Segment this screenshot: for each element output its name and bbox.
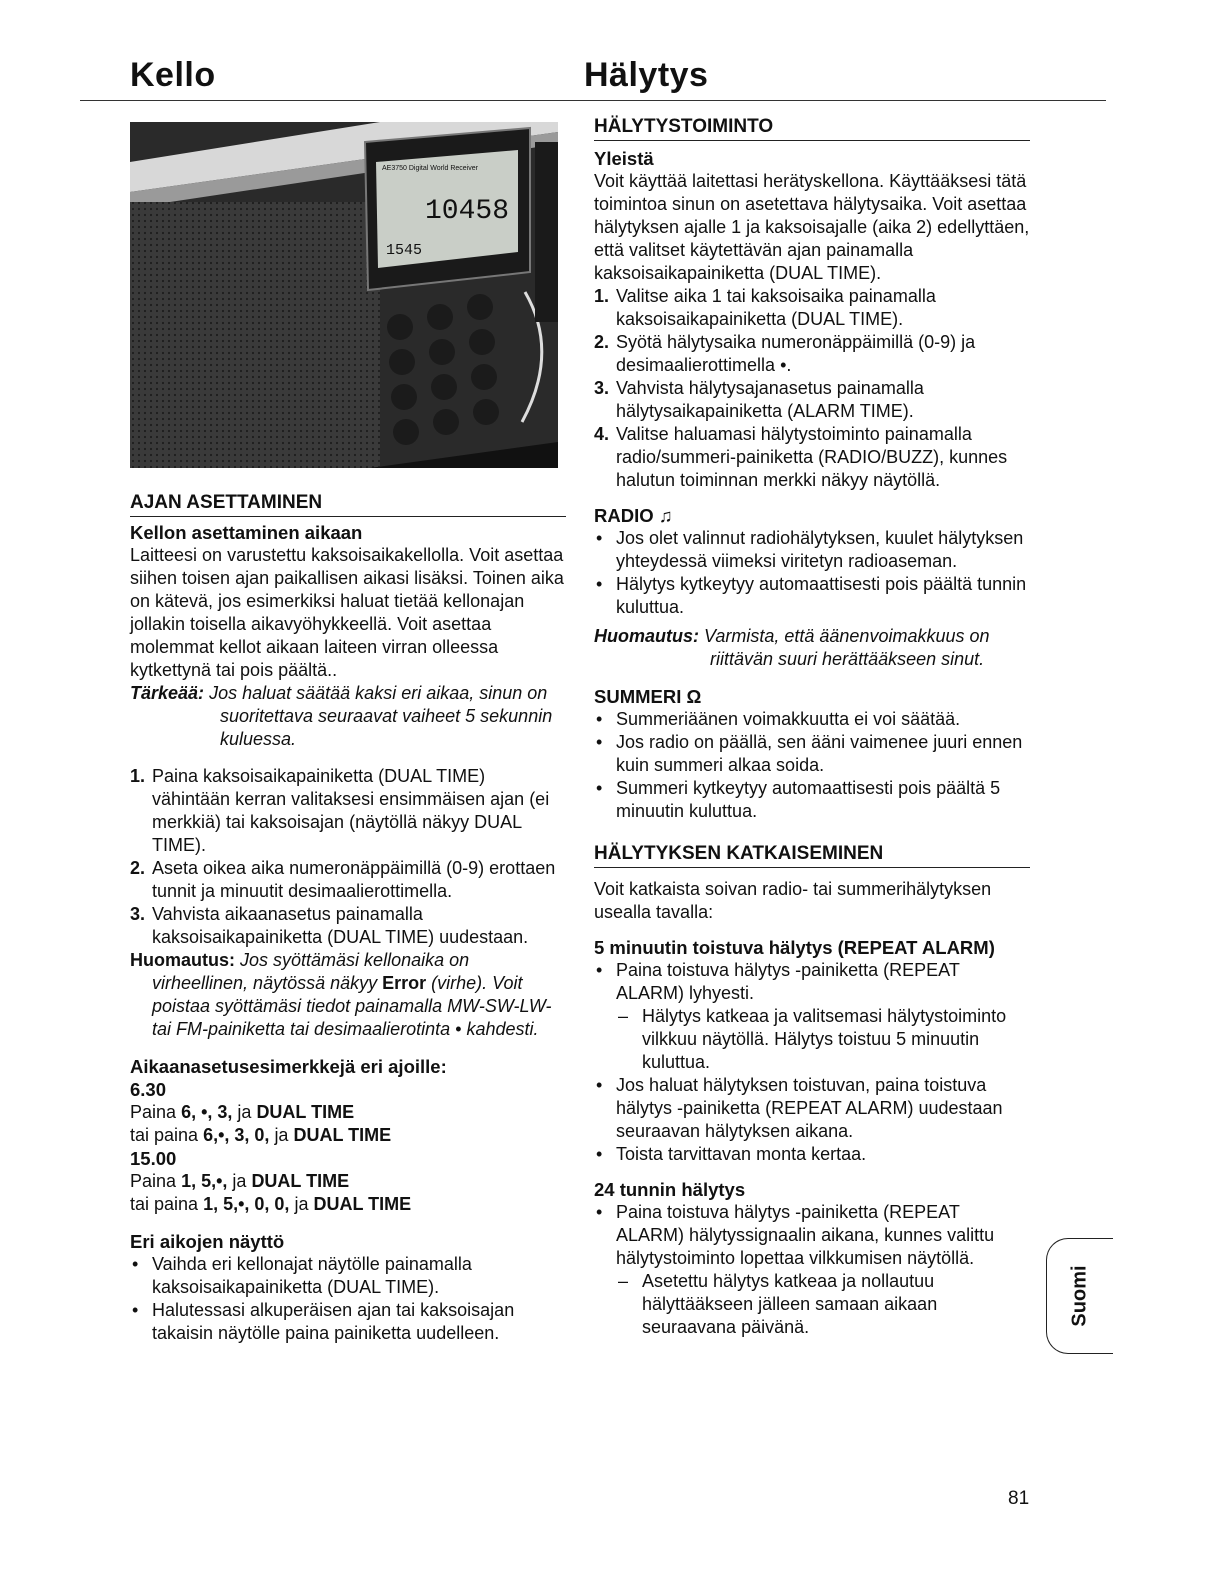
subheading-general: Yleistä [594,148,654,169]
h24-heading: 24 tunnin hälytys [594,1179,746,1200]
lcd-small: 1545 [386,242,423,259]
section-heading-alarm: HÄLYTYSTOIMINTO [594,116,1030,141]
left-page-title: Kello [130,56,216,94]
list-item: • Halutessasi alkuperäisen ajan tai kaksoisajan takaisin näytölle paina painiketta uudelleen. [130,1299,566,1345]
radio-heading: RADIO ♫ [594,505,673,526]
list-item: 2. Syötä hälytysaika numeronäppäimillä (0-9) ja desimaalierottimella •. [594,332,976,375]
radio-note: Huomautus: Varmista, että äänenvoimakkuus on riittävän suuri herättääkseen sinut. [594,626,990,669]
list-item: 3. Vahvista hälytysajanasetus painamalla hälytysaikapainiketta (ALARM TIME). [594,378,924,421]
display-heading: Eri aikojen näyttö [130,1231,285,1252]
note-label: Huomautus: [130,950,235,970]
error-word: Error [382,973,427,993]
title-divider [80,100,1106,101]
clock-steps [130,765,566,949]
example-1-line-2: tai paina 6,•, 3, 0, ja DUAL TIME [130,1125,392,1145]
section-heading-stop-alarm: HÄLYTYKSEN KATKAISEMINEN [594,843,1030,868]
alarm-steps [594,285,1030,492]
h24-bullets [594,1201,1030,1339]
important-label: Tärkeää: [130,683,205,703]
list-item: 2. Aseta oikea aika numeronäppäimillä (0-9) erottaen tunnit ja minuutit desimaalierottimella. [130,858,556,901]
intro-text: Laitteesi on varustettu kaksoisaikakellolla. Voit asettaa siihen toisen ajan paikallisen aikasi lisäksi. Toinen aika on kätevä, jos esimerkiksi haluat tietää kellonajan jollakin toisella aikavyöhykkeellä. Voit asettaa molemmat kellot aikaan laiteen virran olleessa kytkettynä tai pois päältä.. [130,545,564,680]
repeat-heading: 5 minuutin toistuva hälytys (REPEAT ALARM) [594,937,995,958]
display-bullets [130,1253,566,1345]
language-tab [1046,1238,1113,1354]
examples-heading: Aikaanasetusesimerkkejä eri ajoille: [130,1056,447,1077]
list-item: • Vaihda eri kellonajat näytölle painamalla kaksoisaikapainiketta (DUAL TIME). [130,1253,566,1299]
buzzer-bullets [594,708,1030,823]
stop-intro: Voit katkaista soivan radio- tai summerihälytyksen usealla tavalla: [594,879,992,922]
music-note-icon: ♫ [658,505,673,526]
language-tab-label: Suomi [1068,1265,1091,1327]
list-item: 4. Valitse haluamasi hälytystoiminto painamalla radio/summeri-painiketta (RADIO/BUZZ), kunnes halutun toiminnan merkki näkyy näytöllä. [594,424,1008,490]
example-1-line-1: Paina 6, •, 3, ja DUAL TIME [130,1102,355,1122]
left-column [130,492,566,1345]
example-time-2: 15.00 [130,1148,177,1169]
repeat-bullets [594,959,1030,1166]
bell-icon: Ω [686,686,702,707]
list-item: • Summeriäänen voimakkuutta ei voi säätää. [594,708,1030,731]
list-item: • Toista tarvittavan monta kertaa. [594,1143,1030,1166]
lcd-time: 10458 [425,196,510,227]
buzzer-heading: SUMMERI Ω [594,686,702,707]
list-item: 1. Paina kaksoisaikapainiketta (DUAL TIME) vähintään kerran valitaksesi ensimmäisen ajan (ei merkkiä) tai kaksoisajan (näytöllä näkyy DUAL TIME). [130,766,550,855]
example-time-1: 6.30 [130,1079,167,1100]
example-2-line-2: tai paina 1, 5,•, 0, 0, ja DUAL TIME [130,1194,412,1214]
radio-photo [130,122,558,468]
list-item: – Asetettu hälytys katkeaa ja nollautuu hälyttääkseen jälleen samaan aikaan seuraavana päivänä. [594,1270,1030,1339]
subheading-set-clock: Kellon asettaminen aikaan [130,522,363,543]
list-item: • Summeri kytkeytyy automaattisesti pois päältä 5 minuutin kuluttua. [594,777,1030,823]
general-text: Voit käyttää laitettasi herätyskellona. Käyttääksesi tätä toimintoa sinun on asetettava hälytysaika. Voit asettaa hälytyksen ajalle 1 ja kaksoisajalle (aika 2) edellyttäen, että valitset käytettävän ajan painamalla kaksoisaikapainiketta (DUAL TIME). [594,171,1030,283]
list-item: • Jos radio on päällä, sen ääni vaimenee juuri ennen kuin summeri alkaa soida. [594,731,1030,777]
list-item: • Paina toistuva hälytys -painiketta (REPEAT ALARM) lyhyesti. [594,959,1030,1005]
section-heading-time-setting: AJAN ASETTAMINEN [130,492,566,517]
list-item: • Hälytys kytkeytyy automaattisesti pois päältä tunnin kuluttua. [594,573,1030,619]
important-text: Jos haluat säätää kaksi eri aikaa, sinun on suoritettava seuraavat vaiheet 5 sekunnin kuluessa. [209,683,553,749]
right-column [594,116,1030,1339]
right-page-title: Hälytys [584,56,709,94]
page-number: 81 [1008,1488,1030,1509]
list-item: • Jos olet valinnut radiohälytyksen, kuulet hälytyksen yhteydessä viimeksi viritetyn radioaseman. [594,527,1030,573]
error-note: Huomautus: Jos syöttämäsi kellonaika on virheellinen, näytössä näkyy Error (virhe). Voit poistaa syöttämäsi tiedot painamalla MW-SW-LW- tai FM-painiketta tai desimaalierotinta • kahdesti. [130,950,552,1039]
important-note [130,682,566,751]
list-item: • Paina toistuva hälytys -painiketta (REPEAT ALARM) hälytyssignaalin aikana, kunnes valittu hälytystoiminto lopettaa vilkkumisen näytöllä. [594,1201,1030,1270]
radio-bullets [594,527,1030,619]
list-item: – Hälytys katkeaa ja valitsemasi hälytystoiminto vilkkuu näytöllä. Hälytys toistuu 5 minuutin kuluttua. [594,1005,1030,1074]
list-item: 3. Vahvista aikaanasetus painamalla kaksoisaikapainiketta (DUAL TIME) uudestaan. [130,904,529,947]
list-item: • Jos haluat hälytyksen toistuvan, paina toistuva hälytys -painiketta (REPEAT ALARM) uudestaan seuraavan hälytyksen aikana. [594,1074,1030,1143]
example-2-line-1: Paina 1, 5,•, ja DUAL TIME [130,1171,350,1191]
list-item: 1. Valitse aika 1 tai kaksoisaika painamalla kaksoisaikapainiketta (DUAL TIME). [594,286,936,329]
brand-label: AE3750 Digital World Receiver [382,165,478,172]
radio-illustration [130,122,558,468]
